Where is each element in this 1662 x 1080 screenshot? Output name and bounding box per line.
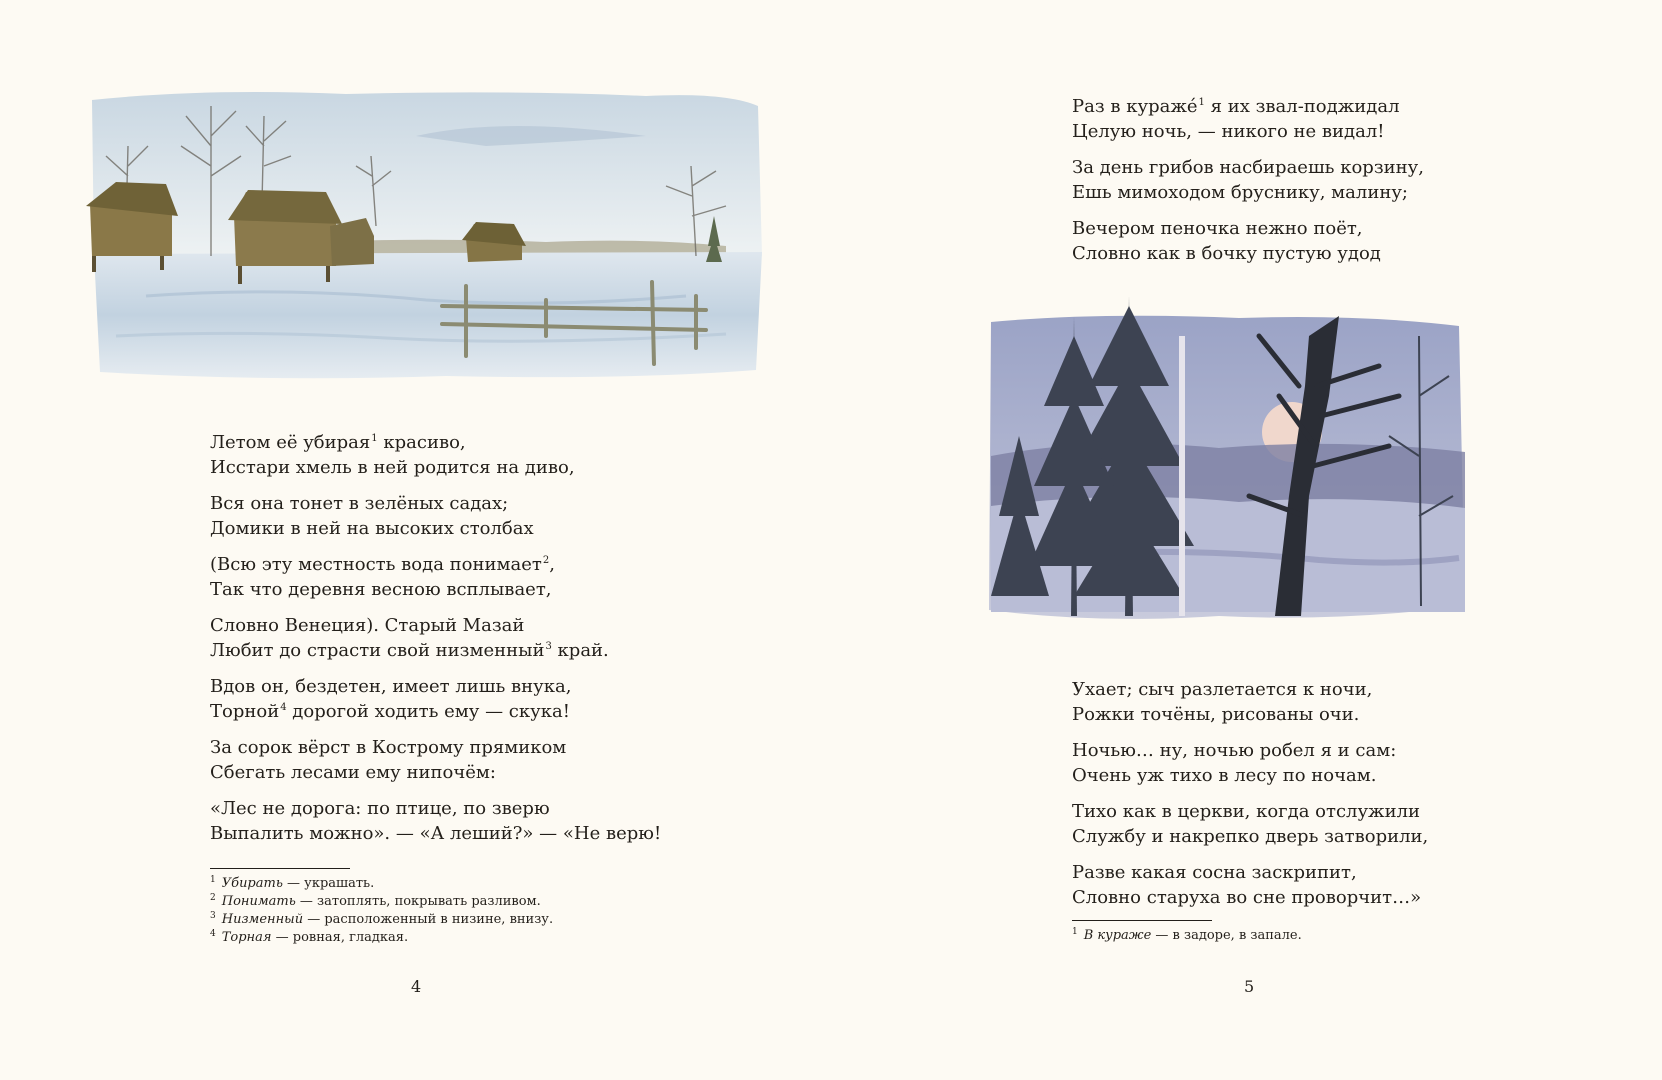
footnotes [1072,920,1302,945]
verse-text: Разве какая сосна заскрипит, [1072,862,1357,883]
verse-text: Тихо как в церкви, когда отслужили [1072,801,1421,822]
verse-line [1072,763,1428,788]
verse-line [210,760,661,785]
verse-line [210,699,661,724]
page-number: 5 [1244,977,1255,996]
verse-line [210,638,661,663]
right-page [831,0,1662,1080]
verse-text: Ухает; сыч разлетается к ночи, [1072,679,1373,700]
footnote-row [210,911,553,929]
stanza [1072,860,1428,910]
footnote-row [210,875,553,893]
verse-text: Службу и накрепко дверь затворили, [1072,826,1429,847]
footnote-number: 1 [1072,927,1078,937]
verse-line [1072,885,1428,910]
footnote-term: Понимать [221,894,296,909]
footnote-term: Торная [221,930,272,945]
verse-line [1072,94,1424,119]
verse-text: Ешь мимоходом бруснику, малину; [1072,182,1408,203]
verse-text: (Всю эту местность вода понимает [210,554,542,575]
verse-text: Домики в ней на высоких столбах [210,518,534,539]
verse-text: Словно Венеция). Старый Мазай [210,615,525,636]
footnote-text: — расположенный в низине, внизу. [303,912,554,927]
verse-text: Вечером пеночка нежно поёт, [1072,218,1363,239]
verse-line [1072,677,1428,702]
footnote-marker: 4 [280,702,287,713]
verse-text: я их звал-поджидал [1204,96,1400,117]
footnote-rule [210,868,350,869]
footnote-number: 3 [210,911,216,921]
footnote-term: В кураже [1083,928,1152,943]
stanza [210,796,661,846]
footnotes [210,868,553,947]
verse-line [1072,180,1424,205]
footnote-number: 2 [210,893,216,903]
footnote-term: Убирать [221,876,283,891]
stanza [1072,216,1424,266]
verse-text: край. [551,640,609,661]
verse-line [1072,241,1424,266]
verse-line [210,821,661,846]
stanza [210,674,661,724]
verse-line [210,577,661,602]
verse-text: Исстари хмель в ней родится на диво, [210,457,575,478]
verse-line [1072,702,1428,727]
stanza [1072,799,1428,849]
stanza [210,430,661,480]
verse-line [1072,119,1424,144]
verse-line [1072,799,1428,824]
footnote-row [210,893,553,911]
night-forest-illustration [979,276,1469,652]
verse-text: красиво, [377,432,466,453]
verse-text: Очень уж тихо в лесу по ночам. [1072,765,1377,786]
verse-block [1072,677,1428,921]
verse-line [1072,216,1424,241]
footnote-row [1072,927,1302,945]
verse-line [1072,155,1424,180]
footnote-text: — в задоре, в запале. [1151,928,1302,943]
verse-line [210,613,661,638]
stanza [210,552,661,602]
verse-text: «Лес не дорога: по птице, по зверю [210,798,550,819]
verse-text: Вдов он, бездетен, имеет лишь внука, [210,676,572,697]
page-number: 4 [411,977,422,996]
verse-text: За сорок вёрст в Кострому прямиком [210,737,567,758]
verse-text: Так что деревня весною всплывает, [210,579,552,600]
verse-line [210,430,661,455]
verse-text: Любит до страсти свой низменный [210,640,545,661]
verse-block [1072,94,1424,277]
verse-text: Ночью… ну, ночью робел я и сам: [1072,740,1397,761]
verse-block [210,430,661,857]
flooded-village-illustration [86,86,768,386]
footnote-text: — ровная, гладкая. [271,930,409,945]
verse-line [210,674,661,699]
verse-line [1072,824,1428,849]
footnote-number: 1 [210,875,216,885]
footnote-text: — украшать. [282,876,375,891]
footnote-marker: 3 [545,641,552,652]
stanza [1072,677,1428,727]
verse-text: Летом её убирая [210,432,371,453]
verse-text: Выпалить можно». — «А леший?» — «Не верю! [210,823,662,844]
verse-line [210,735,661,760]
stanza [210,491,661,541]
footnote-text: — затоплять, покрывать разливом. [295,894,541,909]
footnote-marker: 1 [371,433,378,444]
verse-text: Словно как в бочку пустую удод [1072,243,1381,264]
stanza [1072,738,1428,788]
verse-text: Целую ночь, — никого не видал! [1072,121,1385,142]
footnote-marker: 1 [1198,97,1205,108]
stanza [1072,94,1424,144]
stanza [210,613,661,663]
verse-text: Словно старуха во сне проворчит…» [1072,887,1422,908]
verse-text: дорогой ходить ему — скука! [286,701,570,722]
verse-text: Рожки точёны, рисованы очи. [1072,704,1360,725]
footnote-rule [1072,920,1212,921]
verse-text: , [549,554,555,575]
verse-text: Раз в куражé [1072,96,1198,117]
verse-text: Сбегать лесами ему нипочём: [210,762,496,783]
verse-line [210,516,661,541]
stanza [210,735,661,785]
verse-text: За день грибов насбираешь корзину, [1072,157,1424,178]
footnote-term: Низменный [221,912,304,927]
verse-line [1072,860,1428,885]
verse-line [1072,738,1428,763]
verse-text: Вся она тонет в зелёных садах; [210,493,509,514]
verse-line [210,491,661,516]
verse-line [210,552,661,577]
verse-line [210,455,661,480]
verse-text: Торной [210,701,280,722]
footnote-number: 4 [210,929,216,939]
stanza [1072,155,1424,205]
footnote-marker: 2 [542,555,550,566]
verse-line [210,796,661,821]
footnote-row [210,929,553,947]
